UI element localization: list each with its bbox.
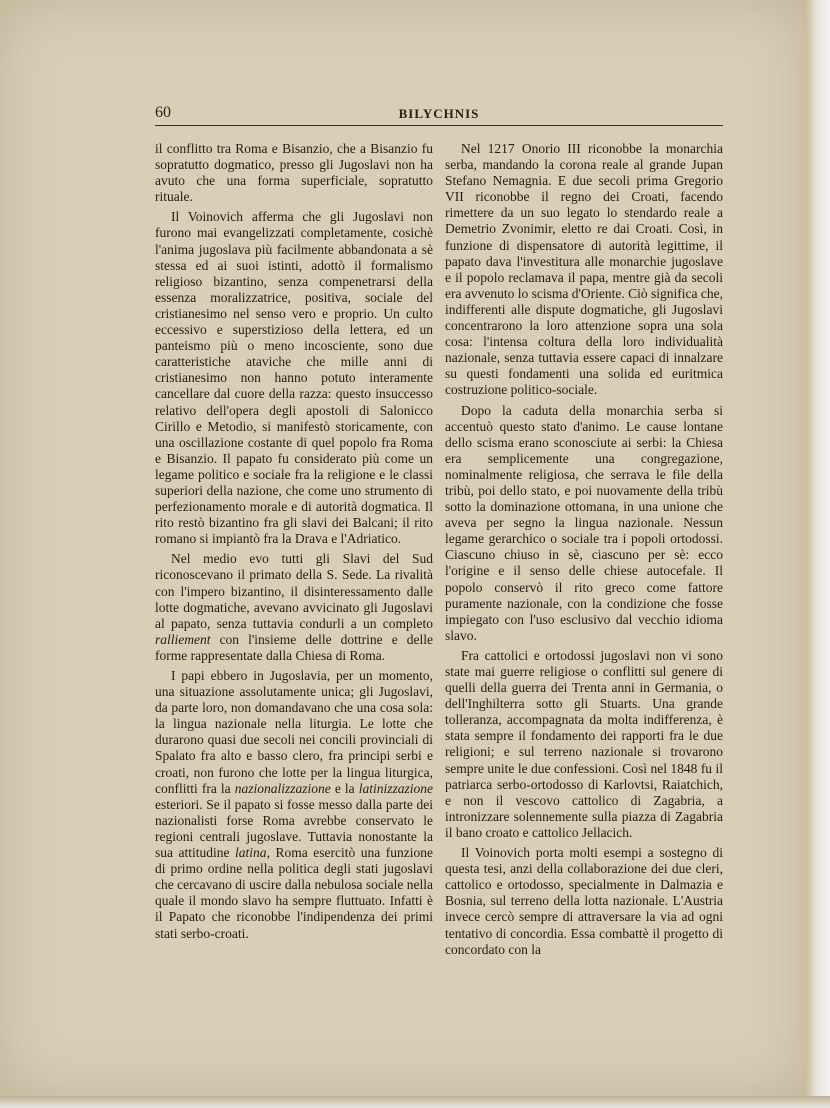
italic-term: nazionalizzazione	[234, 780, 331, 796]
right-column	[445, 141, 723, 958]
italic-term: latinizzazione	[358, 780, 433, 796]
paragraph: Il Voinovich porta molti esempi a sostegno di questa tesi, anzi della collaborazione dei due cleri, cattolico e ortodosso, specialmente in Dalmazia e Bosnia, sul terreno della lotta nazionale. L'Austria invece cercò sempre di attraversare la via ad ogni tentativo di concordia. Essa combattè il progetto di concordato con la	[445, 845, 723, 957]
paragraph	[155, 668, 433, 942]
page-edge-right	[806, 0, 830, 1108]
left-column	[155, 141, 433, 942]
text-run: Nel medio evo tutti gli Slavi del Sud riconoscevano il primato della S. Sede. La rivalità con l'impero bizantino, il disinteressamento dalle lotte dogmatiche, avevano avvicinato gli Jugoslavi al papato, senza tuttavia condurli a un completo	[155, 551, 433, 631]
page-header	[155, 104, 723, 126]
text-run: e la	[330, 780, 359, 796]
text-run: I papi ebbero in Jugoslavia, per un momento, una situazione assolutamente unica; gli Jugoslavi, da parte loro, non domandavano che una cosa sola: la lingua nazionale nella liturgia. Le lotte che durarono quasi due secoli nei concili provinciali di Spalato fra alto e basso clero, fra principi serbi e croati, non furono che lotte per la lingua liturgica, conflitti fra la	[155, 668, 433, 796]
paragraph: Il Voinovich afferma che gli Jugoslavi non furono mai evangelizzati completamente, cosichè l'anima jugoslava più facilmente abbandonata a sè stessa ed ai suoi istinti, adottò il formalismo religioso bizantino, senza compenetrarsi della essenza moralizzatrice, positiva, sociale del cristianesimo nel senso vero e proprio. Un culto eccessivo e superstizioso della lettera, ed un panteismo più o meno incosciente, sono due caratteristiche ataviche che mille anni di cristianesimo non hanno potuto interamente cancellare dal cuore della razza: questo insuccesso relativo dell'opera degli apostoli di Salonicco Cirillo e Metodio, si manifestò storicamente, con una oscillazione costante di quel popolo fra Roma e Bisanzio. Il papato fu considerato più come un legame politico e sociale fra la religione e le classi superiori della nazione, che come uno strumento di perfezionamento morale e di autorità dogmatica. Il rito restò bizantino fra gli slavi dei Balcani; il rito romano si impiantò fra la Drava e l'Adriatico.	[155, 209, 433, 547]
italic-term: ralliement	[155, 631, 211, 647]
paragraph: Dopo la caduta della monarchia serba si accentuò questo stato d'animo. Le cause lontane dello scisma erano sconosciute ai serbi: la Chiesa era semplicemente una congregazione, nominalmente religiosa, che serrava le file della tribù, poi dello stato, e poi nuovamente della tribù sotto la dominazione ottomana, in una unione che aveva per segno la lingua nazionale. Nessun legame gerarchico o sociale tra i popoli ortodossi. Ciascuno chiuso in sè, ciascuno per sè: ecco l'origine e il senso delle chiese autocefale. Il popolo conservò il rito greco come fattore puramente nazionale, con la condizione che fosse impiegato con l'uso esclusivo dal vecchio idioma slavo.	[445, 402, 723, 643]
paragraph: Fra cattolici e ortodossi jugoslavi non vi sono state mai guerre religiose o conflitti sul genere di quelli della guerra dei Trenta anni in Germania, o dell'Inghilterra sotto gli Stuarts. Una grande tolleranza, accompagnata da molta indifferenza, è stata sempre il fondamento dei rapporti fra le due religioni; e sul terreno nazionale si trovarono sempre unite le due confessioni. Così nel 1848 fu il patriarca serbo-ortodosso di Karlovtsi, Raiatchich, e non il vescovo cattolico di Zagabria, a intronizzare solennemente sulla piazza di Zagabria il bano croato e cattolico Jellacich.	[445, 647, 723, 840]
paragraph	[155, 551, 433, 664]
paragraph: Nel 1217 Onorio III riconobbe la monarchia serba, mandando la corona reale al grande Jupan Stefano Nemagnia. E due secoli prima Gregorio VII riconobbe il regno dei Croati, facendo rimettere da un suo legato lo stendardo reale a Demetrio Zvonimir, eletto re dai Croati. Così, in funzione di dispensatore di autorità legittime, il papato dava l'investitura alle monarchie jugoslave e il popolo reclamava il papa, mentre già da secoli era avvenuto lo scisma d'Oriente. Ciò significa che, indifferenti alle dispute dogmatiche, gli Jugoslavi concentrarono la loro attenzione sopra una sola cosa: l'intensa coltura della loro individualità nazionale, senza tuttavia essere capaci di innalzare su questi fondamenti una solida ed euritmica costruzione politico-sociale.	[445, 141, 723, 398]
text-run: esteriori. Se il papato si fosse messo dalla parte dei nazionalisti forse Roma avrebbe conservato le regioni centrali jugoslave. Tuttavia nonostante la sua attitudine	[155, 796, 433, 861]
page-edge-bottom	[0, 1096, 830, 1108]
header-rule	[155, 125, 723, 126]
text-run: , Roma esercitò una funzione di primo ordine nella politica degli stati jugoslavi che cercavano di uscire dalla nebulosa sociale nella quale il mondo slavo ha sempre fluttuato. Infatti è il Papato che riconobbe l'indipendenza dei primi stati serbo-croati.	[155, 845, 433, 941]
paragraph: il conflitto tra Roma e Bisanzio, che a Bisanzio fu sopratutto dogmatico, presso gli Jugoslavi non ha avuto che una forma superficiale, sopratutto rituale.	[155, 141, 433, 205]
text-run: con l'insieme delle dottrine e delle forme rappresentate dalla Chiesa di Roma.	[155, 631, 433, 663]
running-title: BILYCHNIS	[398, 106, 480, 121]
italic-term: latina	[235, 845, 267, 861]
page-number: 60	[155, 104, 171, 121]
